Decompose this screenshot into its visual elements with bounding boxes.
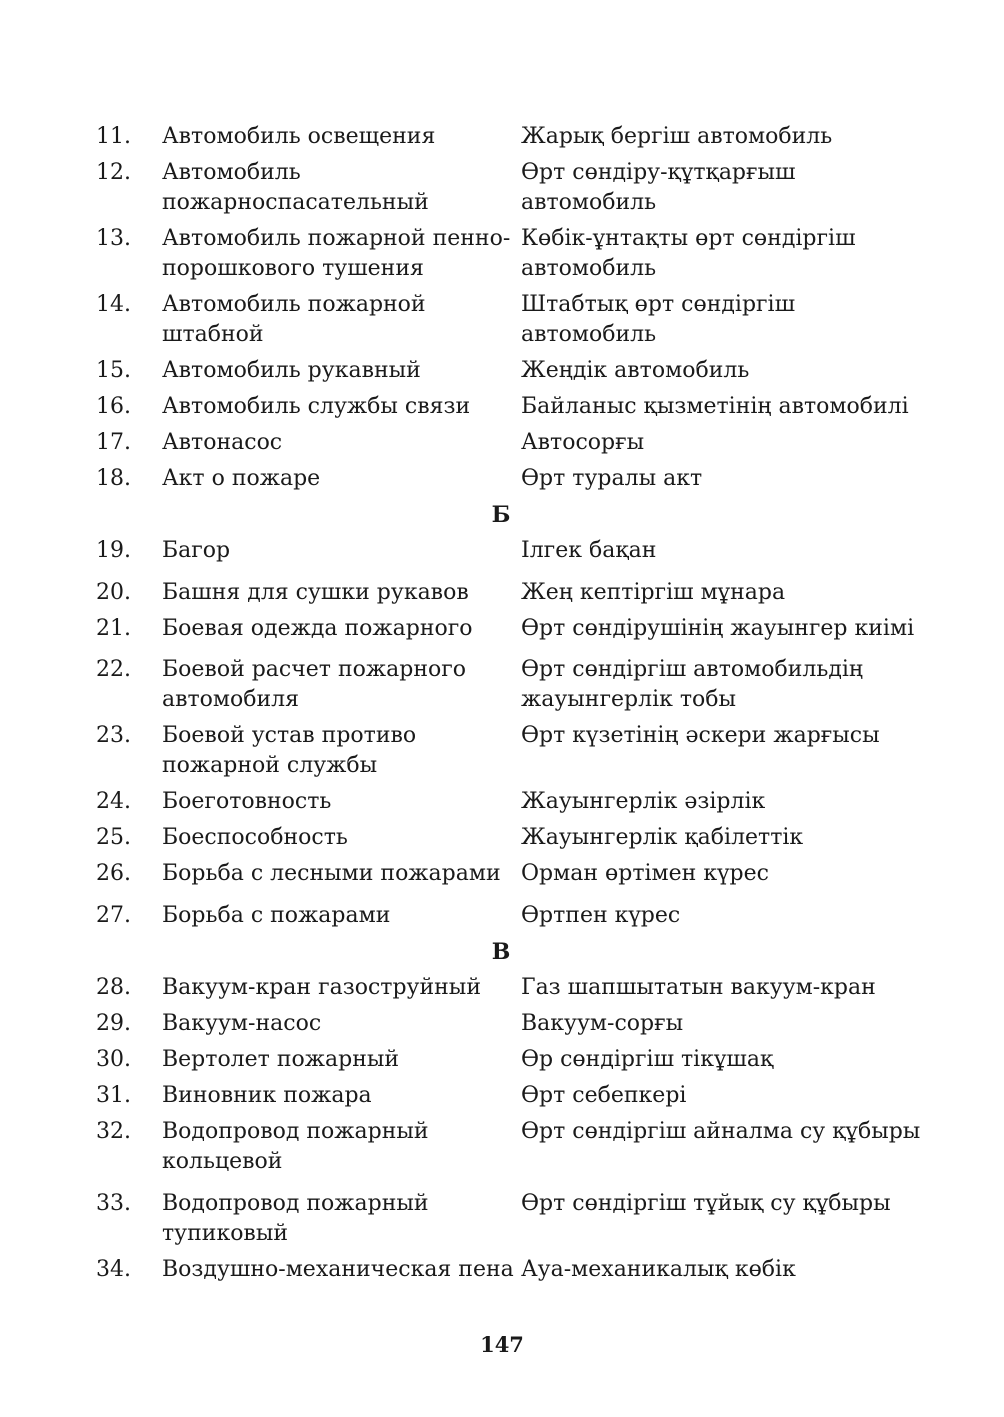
glossary-table <box>96 122 926 1285</box>
kazakh-term: Өр сөндіргіш тікұшақ <box>521 1047 774 1072</box>
entry-number: 17. <box>96 430 131 455</box>
russian-term: Башня для сушки рукавов <box>162 580 469 605</box>
entry-number: 24. <box>96 789 131 814</box>
entry-number: 28. <box>96 975 131 1000</box>
entry-number: 19. <box>96 538 131 563</box>
entry-number: 15. <box>96 358 131 383</box>
russian-term: Автомобиль пожарной пенно-порошкового тушения <box>162 226 511 281</box>
kazakh-term: Газ шапшытатын вакуум-кран <box>521 975 876 1000</box>
glossary-row <box>96 901 926 931</box>
entry-number: 29. <box>96 1011 131 1036</box>
russian-term: Вакуум-насос <box>162 1011 322 1036</box>
kazakh-term: Автосорғы <box>521 430 645 455</box>
kazakh-term: Өрт сөндіргіш тұйық су құбыры <box>521 1191 891 1216</box>
kazakh-term: Өрт сөндіргіш автомобильдің жауынгерлік тобы <box>521 657 864 712</box>
russian-term: Автомобиль рукавный <box>162 358 421 383</box>
kazakh-term: Ауа-механикалық көбік <box>521 1257 796 1282</box>
kazakh-term: Өрт сөндірушінің жауынгер киімі <box>521 616 915 641</box>
kazakh-term: Жауынгерлік әзірлік <box>521 789 766 814</box>
entry-number: 23. <box>96 723 131 748</box>
glossary-row <box>96 122 926 152</box>
entry-number: 26. <box>96 861 131 886</box>
russian-term: Автомобиль освещения <box>162 124 436 149</box>
kazakh-term: Өртпен күрес <box>521 903 681 928</box>
russian-term: Автомобиль пожарной штабной <box>162 292 426 347</box>
russian-term: Вакуум-кран газоструйный <box>162 975 481 1000</box>
glossary-row <box>96 464 926 494</box>
glossary-row <box>96 823 926 853</box>
entry-number: 22. <box>96 657 131 682</box>
glossary-row <box>96 655 926 715</box>
entry-number: 21. <box>96 616 131 641</box>
entry-number: 20. <box>96 580 131 605</box>
glossary-row <box>96 428 926 458</box>
glossary-row <box>96 578 926 608</box>
glossary-row <box>96 356 926 386</box>
russian-term: Водопровод пожарный тупиковый <box>162 1191 429 1246</box>
russian-term: Боеспособность <box>162 825 348 850</box>
russian-term: Боевой расчет пожарного автомобиля <box>162 657 466 712</box>
kazakh-term: Жеңдік автомобиль <box>521 358 750 383</box>
russian-term: Багор <box>162 538 231 563</box>
glossary-row <box>96 1255 926 1285</box>
glossary-row <box>96 1045 926 1075</box>
kazakh-term: Өрт себепкері <box>521 1083 687 1108</box>
kazakh-term: Өрт сөндіру-құтқарғыш автомобиль <box>521 160 796 215</box>
kazakh-term: Штабтық өрт сөндіргіш автомобиль <box>521 292 796 347</box>
kazakh-term: Өрт күзетінің әскери жарғысы <box>521 723 880 748</box>
page-number: 147 <box>480 1332 524 1357</box>
glossary-row <box>96 721 926 781</box>
russian-term: Борьба с пожарами <box>162 903 391 928</box>
russian-term: Воздушно-механическая пена <box>162 1257 514 1282</box>
russian-term: Виновник пожара <box>162 1083 372 1108</box>
glossary-row <box>96 1189 926 1249</box>
kazakh-term: Ілгек бақан <box>521 538 657 563</box>
glossary-row <box>96 787 926 817</box>
glossary-row <box>96 1117 926 1177</box>
section-letter: В <box>491 939 511 965</box>
entry-number: 34. <box>96 1257 131 1282</box>
russian-term: Боевая одежда пожарного <box>162 616 473 641</box>
russian-term: Автомобиль пожарноспасательный <box>162 160 429 215</box>
kazakh-term: Байланыс қызметінің автомобилі <box>521 394 909 419</box>
russian-term: Боевой устав противо пожарной службы <box>162 723 417 778</box>
entry-number: 14. <box>96 292 131 317</box>
entry-number: 30. <box>96 1047 131 1072</box>
russian-term: Водопровод пожарный кольцевой <box>162 1119 429 1174</box>
glossary-row <box>96 614 926 644</box>
russian-term: Боеготовность <box>162 789 332 814</box>
entry-number: 27. <box>96 903 131 928</box>
kazakh-term: Вакуум-сорғы <box>521 1011 684 1036</box>
entry-number: 25. <box>96 825 131 850</box>
entry-number: 11. <box>96 124 131 149</box>
section-letter: Б <box>491 502 511 528</box>
russian-term: Автомобиль службы связи <box>162 394 471 419</box>
kazakh-term: Өрт туралы акт <box>521 466 703 491</box>
entry-number: 16. <box>96 394 131 419</box>
russian-term: Акт о пожаре <box>162 466 321 491</box>
kazakh-term: Жең кептіргіш мұнара <box>521 580 786 605</box>
russian-term: Автонасос <box>162 430 283 455</box>
glossary-row <box>96 158 926 218</box>
glossary-row <box>96 1081 926 1111</box>
russian-term: Вертолет пожарный <box>162 1047 400 1072</box>
kazakh-term: Көбік-ұнтақты өрт сөндіргіш автомобиль <box>521 226 856 281</box>
entry-number: 31. <box>96 1083 131 1108</box>
glossary-row <box>96 859 926 889</box>
glossary-row <box>96 536 926 566</box>
glossary-row <box>96 290 926 350</box>
glossary-row <box>96 973 926 1003</box>
russian-term: Борьба с лесными пожарами <box>162 861 501 886</box>
entry-number: 18. <box>96 466 131 491</box>
entry-number: 13. <box>96 226 131 251</box>
glossary-row <box>96 1009 926 1039</box>
kazakh-term: Орман өртімен күрес <box>521 861 769 886</box>
kazakh-term: Жауынгерлік қабілеттік <box>521 825 804 850</box>
kazakh-term: Өрт сөндіргіш айналма су құбыры <box>521 1119 921 1144</box>
entry-number: 33. <box>96 1191 131 1216</box>
glossary-row <box>96 224 926 284</box>
glossary-row <box>96 392 926 422</box>
entry-number: 12. <box>96 160 131 185</box>
kazakh-term: Жарық бергіш автомобиль <box>521 124 833 149</box>
entry-number: 32. <box>96 1119 131 1144</box>
